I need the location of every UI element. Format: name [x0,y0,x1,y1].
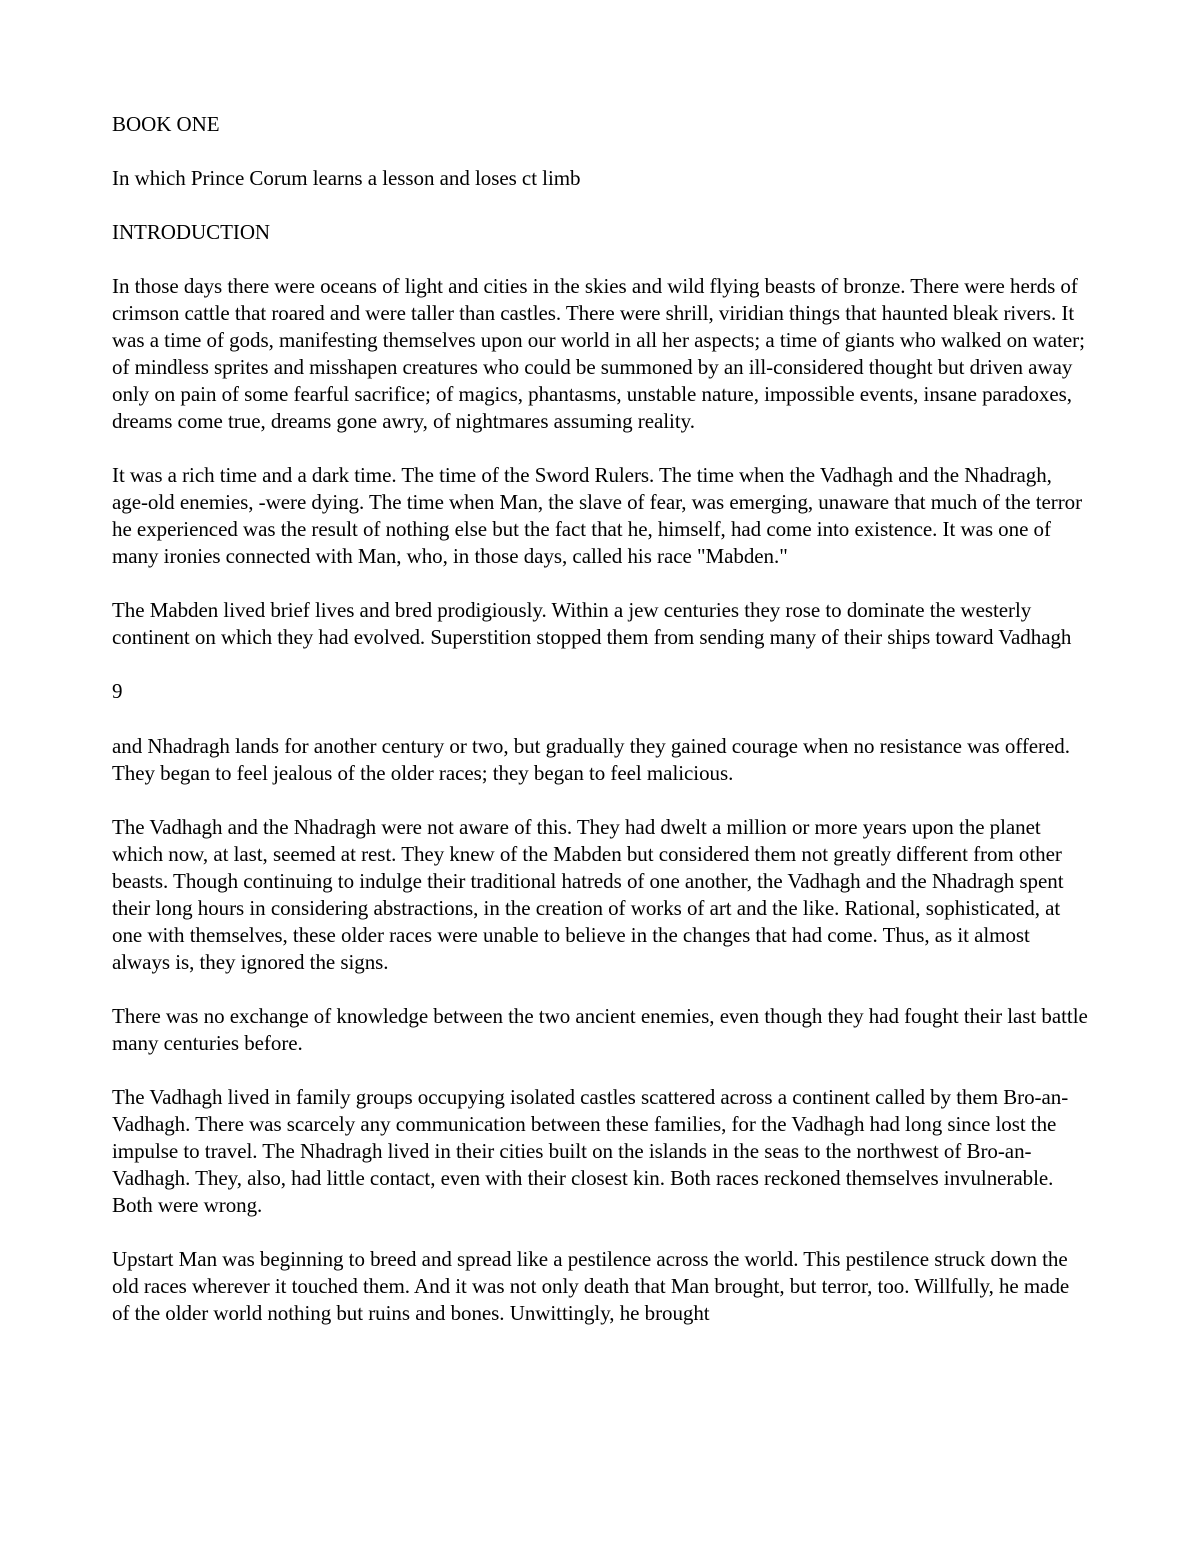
paragraph: The Vadhagh and the Nhadragh were not aware of this. They had dwelt a million or more years upon the planet which now, at last, seemed at rest. They knew of the Mabden but considered them not greatly different from other beasts. Though continuing to indulge their traditional hatreds of one another, the Vadhagh and the Nhadragh spent their long hours in considering abstractions, in the creation of works of art and the like. Rational, sophisticated, at one with themselves, these older races were unable to believe in the changes that had come. Thus, as it almost always is, they ignored the signs. [112,815,1064,974]
book-subtitle: In which Prince Corum learns a lesson and loses ct limb [112,166,581,190]
paragraph: There was no exchange of knowledge between the two ancient enemies, even though they had fought their last battle many centuries before. [112,1004,1088,1055]
paragraph: The Vadhagh lived in family groups occupying isolated castles scattered across a continent called by them Bro-an-Vadhagh. There was scarcely any communication between these families, for the Vadhagh had long since lost the impulse to travel. The Nhadragh lived in their cities built on the islands in the seas to the northwest of Bro-an-Vadhagh. They, also, had little contact, even with their closest kin. Both races reckoned themselves invulnerable. Both were wrong. [112,1085,1069,1217]
book-heading: BOOK ONE [112,112,220,136]
paragraph: and Nhadragh lands for another century or two, but gradually they gained courage when no resistance was offered. They began to feel jealous of the older races; they began to feel malicious. [112,734,1070,785]
section-heading: INTRODUCTION [112,220,271,244]
paragraph: The Mabden lived brief lives and bred prodigiously. Within a jew centuries they rose to dominate the westerly continent on which they had evolved. Superstition stopped them from sending many of their ships toward Vadhagh [112,598,1072,649]
paragraph: In those days there were oceans of light and cities in the skies and wild flying beasts of bronze. There were herds of crimson cattle that roared and were taller than castles. There were shrill, viridian things that haunted bleak rivers. It was a time of gods, manifesting themselves upon our world in all her aspects; a time of giants who walked on water; of mindless sprites and misshapen creatures who could be summoned by an ill-considered thought but driven away only on pain of some fearful sacrifice; of magics, phantasms, unstable nature, impossible events, insane paradoxes, dreams come true, dreams gone awry, of nightmares assuming reality. [112,274,1085,433]
page-number: 9 [112,679,123,703]
paragraph: It was a rich time and a dark time. The time of the Sword Rulers. The time when the Vadhagh and the Nhadragh, age-old enemies, -were dying. The time when Man, the slave of fear, was emerging, unaware that much of the terror he experienced was the result of nothing else but the fact that he, himself, had come into existence. It was one of many ironies connected with Man, who, in those days, called his race "Mabden." [112,463,1083,568]
paragraph: Upstart Man was beginning to breed and spread like a pestilence across the world. This pestilence struck down the old races wherever it touched them. And it was not only death that Man brought, but terror, too. Willfully, he made of the older world nothing but ruins and bones. Unwittingly, he brought [112,1247,1070,1325]
